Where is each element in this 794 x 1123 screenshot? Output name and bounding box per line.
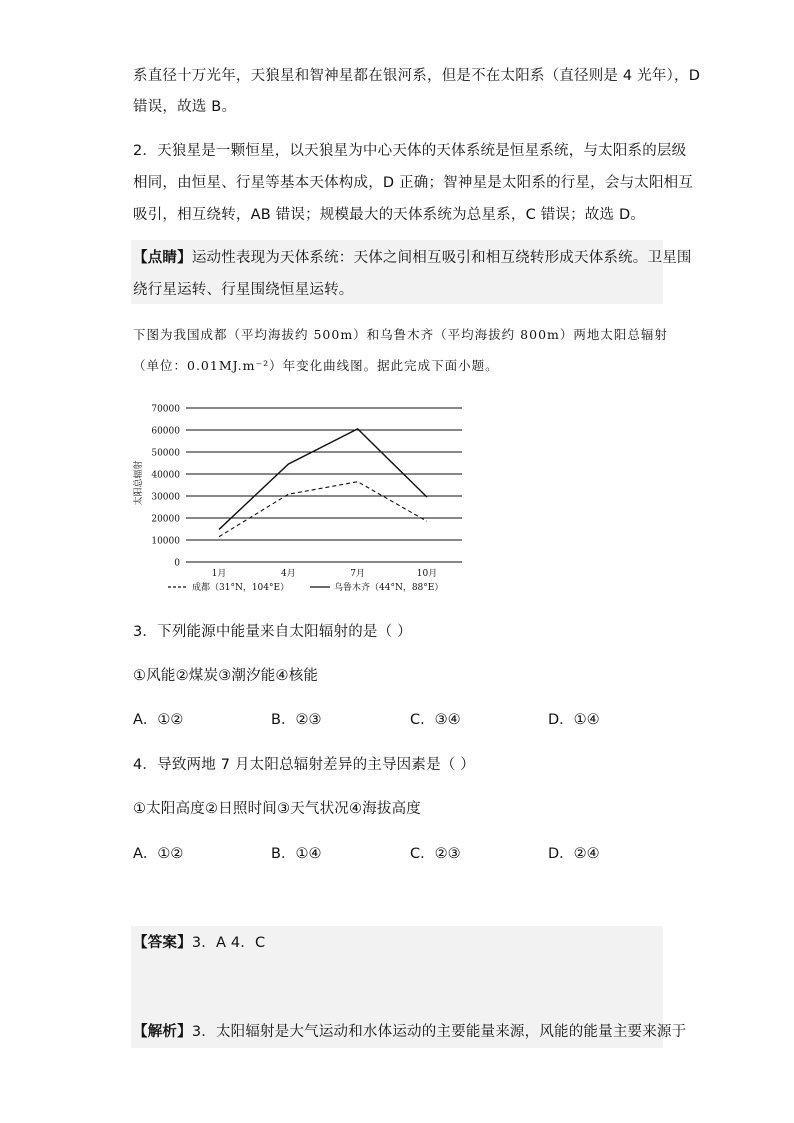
legend-label-0: 成都（31°N，104°E） xyxy=(192,583,290,593)
block1-line1: 系直径十万光年，天狼星和智神星都在银河系，但是不在太阳系（直径则是 4 光年），D xyxy=(133,68,701,84)
legend-label-1: 乌鲁木齐（44°N，88°E） xyxy=(334,583,444,593)
series-line-1 xyxy=(219,429,427,530)
q4-option-b[interactable]: B．①④ xyxy=(271,846,322,862)
y-tick-label: 60000 xyxy=(151,426,180,437)
q4-option-c[interactable]: C．②③ xyxy=(410,846,461,862)
q4-stem: 4．导致两地 7 月太阳总辐射差异的主导因素是（ ） xyxy=(133,757,475,773)
y-tick-label: 20000 xyxy=(151,514,180,525)
y-tick-label: 10000 xyxy=(151,536,180,547)
q3-option-b[interactable]: B．②③ xyxy=(271,712,322,728)
dianjing-line2: 绕行星运转、行星围绕恒星运转。 xyxy=(133,282,354,298)
x-tick-label: 10月 xyxy=(416,569,438,579)
block2-line1: 2．天狼星是一颗恒星，以天狼星为中心天体的天体系统是恒星系统，与太阳系的层级 xyxy=(133,143,687,159)
block2-line2: 相同，由恒星、行星等基本天体构成，D 正确；智神星是太阳系的行星，会与太阳相互 xyxy=(133,175,694,191)
dianjing-line1 xyxy=(133,248,692,268)
q3-option-a[interactable]: A．①② xyxy=(133,712,184,728)
series-line-0 xyxy=(219,482,427,537)
q3-stem: 3．下列能源中能量来自太阳辐射的是（ ） xyxy=(133,624,412,640)
x-tick-label: 4月 xyxy=(280,569,296,579)
intro-line2: （单位：0.01MJ.m⁻²）年变化曲线图。据此完成下面小题。 xyxy=(133,358,499,373)
y-tick-label: 30000 xyxy=(151,492,180,503)
block2-line3: 吸引，相互绕转，AB 错误；规模最大的天体系统为总星系，C 错误；故选 D。 xyxy=(133,207,646,223)
analysis-tag: 【解析】 xyxy=(133,1024,192,1040)
x-tick-label: 1月 xyxy=(211,569,227,579)
answer-line xyxy=(133,933,265,953)
q4-items: ①太阳高度②日照时间③天气状况④海拔高度 xyxy=(133,801,421,817)
answer-text: 3．A 4．C xyxy=(191,935,266,951)
y-tick-label: 0 xyxy=(174,558,180,569)
block1-line2: 错误，故选 B。 xyxy=(133,99,237,115)
q4-option-a[interactable]: A．①② xyxy=(133,846,184,862)
y-tick-label: 70000 xyxy=(151,404,180,415)
answer-tag: 【答案】 xyxy=(133,935,192,951)
q3-items: ①风能②煤炭③潮汐能④核能 xyxy=(133,668,319,684)
y-axis-label: 太阳总辐射 xyxy=(134,460,144,506)
q3-option-d[interactable]: D．①④ xyxy=(548,712,600,728)
analysis-text: 3．太阳辐射是大气运动和水体运动的主要能量来源，风能的能量主要来源于 xyxy=(191,1024,687,1040)
intro-line1: 下图为我国成都（平均海拔约 500m）和乌鲁木齐（平均海拔约 800m）两地太阳总辐射 xyxy=(133,327,668,342)
dianjing-text-1: 运动性表现为天体系统：天体之间相互吸引和相互绕转形成天体系统。卫星围 xyxy=(191,250,692,266)
q3-option-c[interactable]: C．③④ xyxy=(410,712,461,728)
analysis-line xyxy=(133,1022,686,1042)
dianjing-tag: 【点睛】 xyxy=(133,250,192,266)
x-tick-label: 7月 xyxy=(350,569,366,579)
q4-option-d[interactable]: D．②④ xyxy=(548,846,600,862)
y-tick-label: 50000 xyxy=(151,448,180,459)
solar-radiation-chart xyxy=(130,398,470,598)
y-tick-label: 40000 xyxy=(151,470,180,481)
